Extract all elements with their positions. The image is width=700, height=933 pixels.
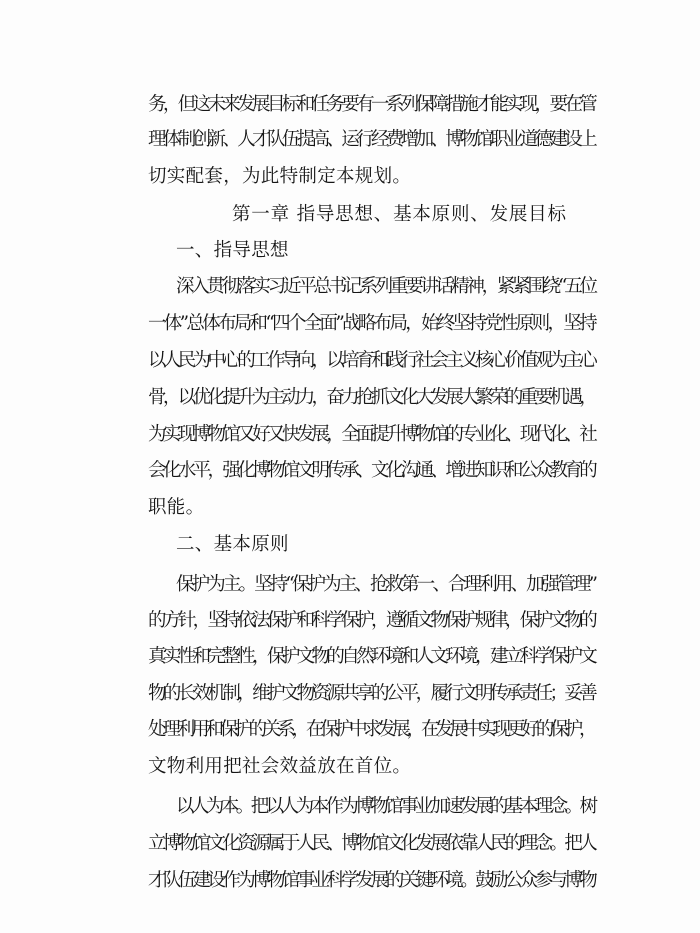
section-heading: 一、指导思想 — [176, 240, 289, 261]
text-line: 立博物馆文化资源属于人民、博物馆文化发展依靠人民的理念。把人 — [148, 833, 595, 854]
text-line: 一体”总体布局和“四个全面”战略布局，始终坚持党性原则，坚持 — [148, 313, 595, 334]
section-heading: 二、基本原则 — [176, 534, 289, 555]
text-line: 会化水平，强化博物馆文明传承、文化沟通、增进知识和公众教育的 — [148, 460, 595, 481]
text-line: 才队伍建设作为博物馆事业科学发展的关键环境。鼓励公众参与博物 — [148, 870, 595, 891]
text-line: 文物利用把社会效益放在首位。 — [148, 756, 412, 777]
text-line: 以人民为中心的工作导向，以培育和践行社会主义核心价值观为主心 — [148, 350, 595, 371]
text-line: 切实配套，为此特制定本规划。 — [148, 166, 412, 187]
text-line: 职能。 — [148, 497, 205, 518]
text-line: 理体制创新、人才队伍提高、运行经费增加、博物馆职业道德建设上 — [148, 129, 595, 150]
text-line: 务，但这未来发展目标和任务要有一系列保障措施才能实现，要在管 — [148, 94, 595, 115]
text-line: 以人为本。把以人为本作为博物馆事业加速发展的基本理念。树 — [176, 796, 595, 817]
text-line: 深入贯彻落实习近平总书记系列重要讲话精神，紧紧围绕“五位 — [176, 276, 595, 297]
text-line: 的方针，坚持依法保护和科学保护，遵循文物保护规律，保护文物的 — [148, 610, 595, 631]
text-line: 为实现博物馆又好又快发展，全面提升博物馆的专业化、现代化、社 — [148, 424, 595, 445]
chapter-heading: 第一章 指导思想、基本原则、发展目标 — [232, 204, 567, 225]
text-line: 真实性和完整性，保护文物的自然环境和人文环境，建立科学保护文 — [148, 646, 595, 667]
text-line: 保护为主。坚持“保护为主、抢救第一、合理利用、加强管理” — [176, 574, 596, 595]
text-line: 处理利用和保护的关系，在保护中求发展，在发展中实现更好的保护， — [148, 719, 594, 740]
text-line: 物的长效机制，维护文物资源共享的公平，履行文明传承责任；妥善 — [148, 683, 595, 704]
text-line: 骨，以优化提升为主动力，奋力抢抓文化大发展大繁荣的重要机遇， — [148, 387, 595, 408]
